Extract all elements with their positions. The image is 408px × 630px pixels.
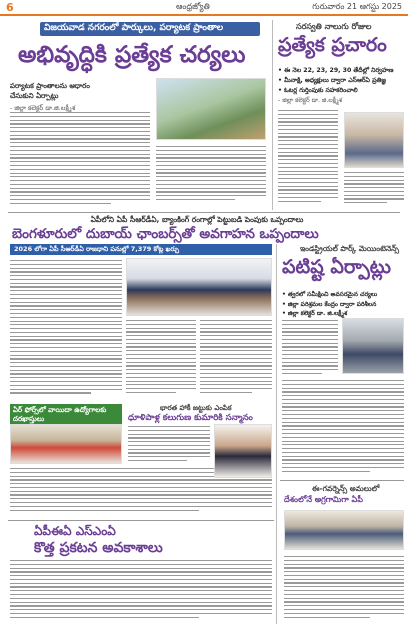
- right-headline: ప్రత్యేక ప్రచారం: [278, 34, 387, 56]
- right-bullet-1: • ఈ నెల 22, 23, 29, 30 తేదీల్లో నిర్వహణ: [278, 67, 394, 74]
- bottom-right-kicker: ఈ-గవర్నెన్స్ అమలులో: [312, 484, 380, 493]
- green-headline: ఏర్ ఫోర్స్‌లో వాయిదా ఉద్యోగాలకు దరఖాస్తులు: [10, 404, 122, 426]
- meeting-photo: [284, 510, 404, 550]
- page-date: గురువారం 21 ఆగస్టు 2025: [312, 2, 402, 11]
- mid-right-headline: పటిష్ట ఏర్పాట్లు: [282, 256, 391, 278]
- right-bullet-3: • ఓటర్ల గుర్తింపుకు సహకరించాలి: [278, 87, 358, 94]
- bottom-right-body: [284, 556, 404, 622]
- delegation-photo: [126, 258, 272, 316]
- mid-right-bullet-1: • త్వరలో సమీక్షించి అవసరమైన చర్యలు: [282, 291, 378, 298]
- middle-body: [128, 426, 210, 466]
- park-photo: [156, 78, 266, 140]
- right-body-text-2: [344, 172, 404, 212]
- students-photo: [10, 424, 122, 464]
- banner-strip: 2026 లోగా ఏపీ సీఆర్‌డీఏ రాజధాని పనుల్లో 7,379 కోట్ల ఖర్చు: [10, 244, 272, 255]
- banner-body-left: [10, 260, 122, 400]
- bottom-left-body: [10, 560, 272, 622]
- right-body-text: [278, 110, 338, 210]
- left-subhead: [10, 82, 160, 114]
- mid-right-body-2: [282, 380, 404, 475]
- right-kicker: సరస్వతి నాలుగు రోజుల: [296, 22, 372, 31]
- middle-kicker: భారత హాకీ జట్టుకు ఎంపిక: [160, 404, 232, 412]
- bottom-left-headline: కొత్త ప్రకటన అవకాశాలు: [34, 540, 163, 556]
- left-sub-2: చేసుకుని ఏర్పాట్లు: [10, 92, 59, 100]
- factory-photo: [342, 318, 404, 374]
- mid-right-kicker: ఇండస్ట్రియల్ పార్క్ మెయింటెనెన్స్: [300, 244, 400, 253]
- official-photo: [344, 112, 404, 168]
- mid-right-body: [282, 320, 338, 380]
- left-sub-1: పర్యాటక ప్రాంతాలను ఆధారం: [10, 82, 90, 90]
- left-sub-3: - జిల్లా కలెక్టర్ డా.జి.లక్ష్మీశ: [10, 104, 76, 112]
- banner-body-mid: [126, 320, 196, 400]
- banner-body-mid-2: [200, 320, 272, 400]
- masthead: ఆంధ్రజ్యోతి: [176, 2, 210, 11]
- page-header: [0, 0, 408, 16]
- mid-right-bullets: [282, 290, 406, 319]
- page-number: 6: [6, 1, 14, 14]
- right-bullet-2: • మీనాక్షి, అధ్యక్షులు ద్వారా ఎస్‌ఆర్‌ఏ ప్రతిజ్ఞ: [278, 77, 386, 84]
- banner-kicker: ఏపీలోని ఏపీ సీఆర్‌డీఏ, బ్యాంకింగ్ రంగాల్లో పెట్టుబడి పెంపుకు ఒప్పందాలు: [90, 215, 304, 224]
- right-bullets: [278, 66, 408, 106]
- bottom-left-kicker: ఏపీఈఏ ఎస్‌ఎంఏ: [34, 524, 116, 538]
- left-headline: అభివృద్ధికి ప్రత్యేక చర్యలు: [18, 42, 246, 68]
- middle-headline: ధూళిపాళ్ల కలుగుణ కుమారికి సన్మానం: [128, 413, 253, 423]
- left-kicker: విజయవాడ నగరంలో పార్కులు, పర్యాటక ప్రాంతాల: [40, 22, 260, 36]
- athlete-photo: [214, 424, 272, 478]
- mid-right-bullet-2: • జిల్లా పరిశ్రమల కేంద్రం ద్వారా పరిశీలన: [282, 300, 377, 308]
- banner-headline: బెంగళూరులో దుబాయ్ ఛాంబర్స్‌తో అవగాహన ఒప్పందాలు: [12, 226, 319, 242]
- mid-right-bullet-3: • జిల్లా కలెక్టర్ డా. జి.లక్ష్మీశ: [282, 310, 348, 317]
- right-bullet-4: - జిల్లా కలెక్టర్ డా. జి.లక్ష్మీశ: [278, 97, 343, 104]
- bottom-right-headline: దేశంలోనే అగ్రగామిగా ఏపీ: [284, 495, 363, 504]
- left-body-text-2: [156, 146, 266, 206]
- left-body-text: [10, 112, 150, 207]
